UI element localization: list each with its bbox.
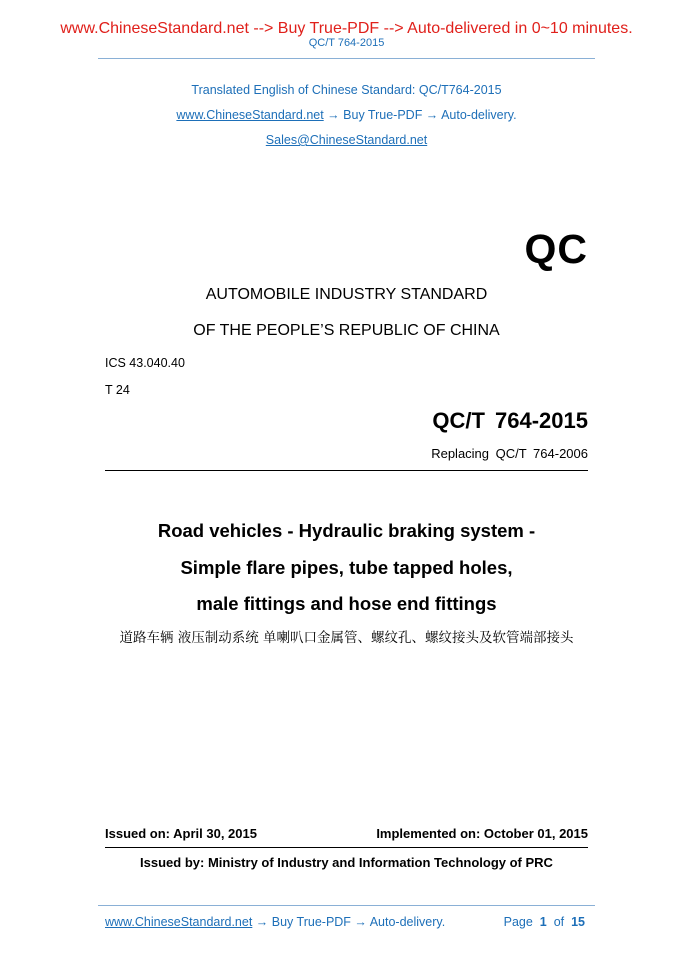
header-divider [98, 58, 595, 59]
issued-on-date: Issued on: April 30, 2015 [105, 826, 257, 841]
page-total: 15 [571, 915, 585, 929]
document-title-line3: male fittings and hose end fittings [196, 593, 497, 614]
footer-website-link[interactable]: www.ChineseStandard.net [105, 915, 253, 929]
title-divider [105, 470, 588, 471]
standard-category-line2: OF THE PEOPLE’S REPUBLIC OF CHINA [193, 322, 500, 339]
page-number: 1 [539, 915, 547, 929]
header-standard-code: QC/T 764-2015 [308, 37, 385, 49]
page-indicator [504, 915, 585, 929]
of-label: of [553, 915, 565, 929]
issuing-authority: Issued by: Ministry of Industry and Information Technology of PRC [140, 855, 553, 870]
footer-divider [98, 905, 595, 906]
sales-email-link[interactable]: Sales@ChineseStandard.net [265, 133, 428, 147]
purchase-line [0, 108, 693, 122]
qc-logo: QC [524, 226, 588, 272]
standard-number: QC/T 764-2015 [432, 408, 588, 433]
replacing-standard: Replacing QC/T 764-2006 [431, 446, 588, 461]
ics-code: ICS 43.040.40 [105, 356, 185, 370]
purchase-text: → Buy True-PDF → Auto-delivery. [323, 108, 517, 122]
chinese-title: 道路车辆 液压制动系统 单喇叭口金属管、螺纹孔、螺纹接头及软管端部接头 [119, 630, 574, 646]
website-link[interactable]: www.ChineseStandard.net [176, 108, 324, 122]
implemented-on-date: Implemented on: October 01, 2015 [376, 826, 588, 841]
sales-email-line [0, 133, 693, 147]
footer-purchase-text: → Buy True-PDF → Auto-delivery. [252, 915, 446, 929]
classification-code: T 24 [105, 383, 130, 397]
standard-category-line1: AUTOMOBILE INDUSTRY STANDARD [205, 286, 488, 303]
footer-purchase-line [105, 915, 445, 929]
issue-divider [105, 847, 588, 848]
promo-banner[interactable]: www.ChineseStandard.net --> Buy True-PDF --> Auto-delivered in 0~10 minutes. [60, 20, 633, 37]
document-title-line1: Road vehicles - Hydraulic braking system - [157, 520, 536, 541]
page-label: Page [503, 915, 533, 929]
document-title-line2: Simple flare pipes, tube tapped holes, [180, 557, 513, 578]
translation-notice: Translated English of Chinese Standard: QC/T764-2015 [191, 83, 502, 97]
